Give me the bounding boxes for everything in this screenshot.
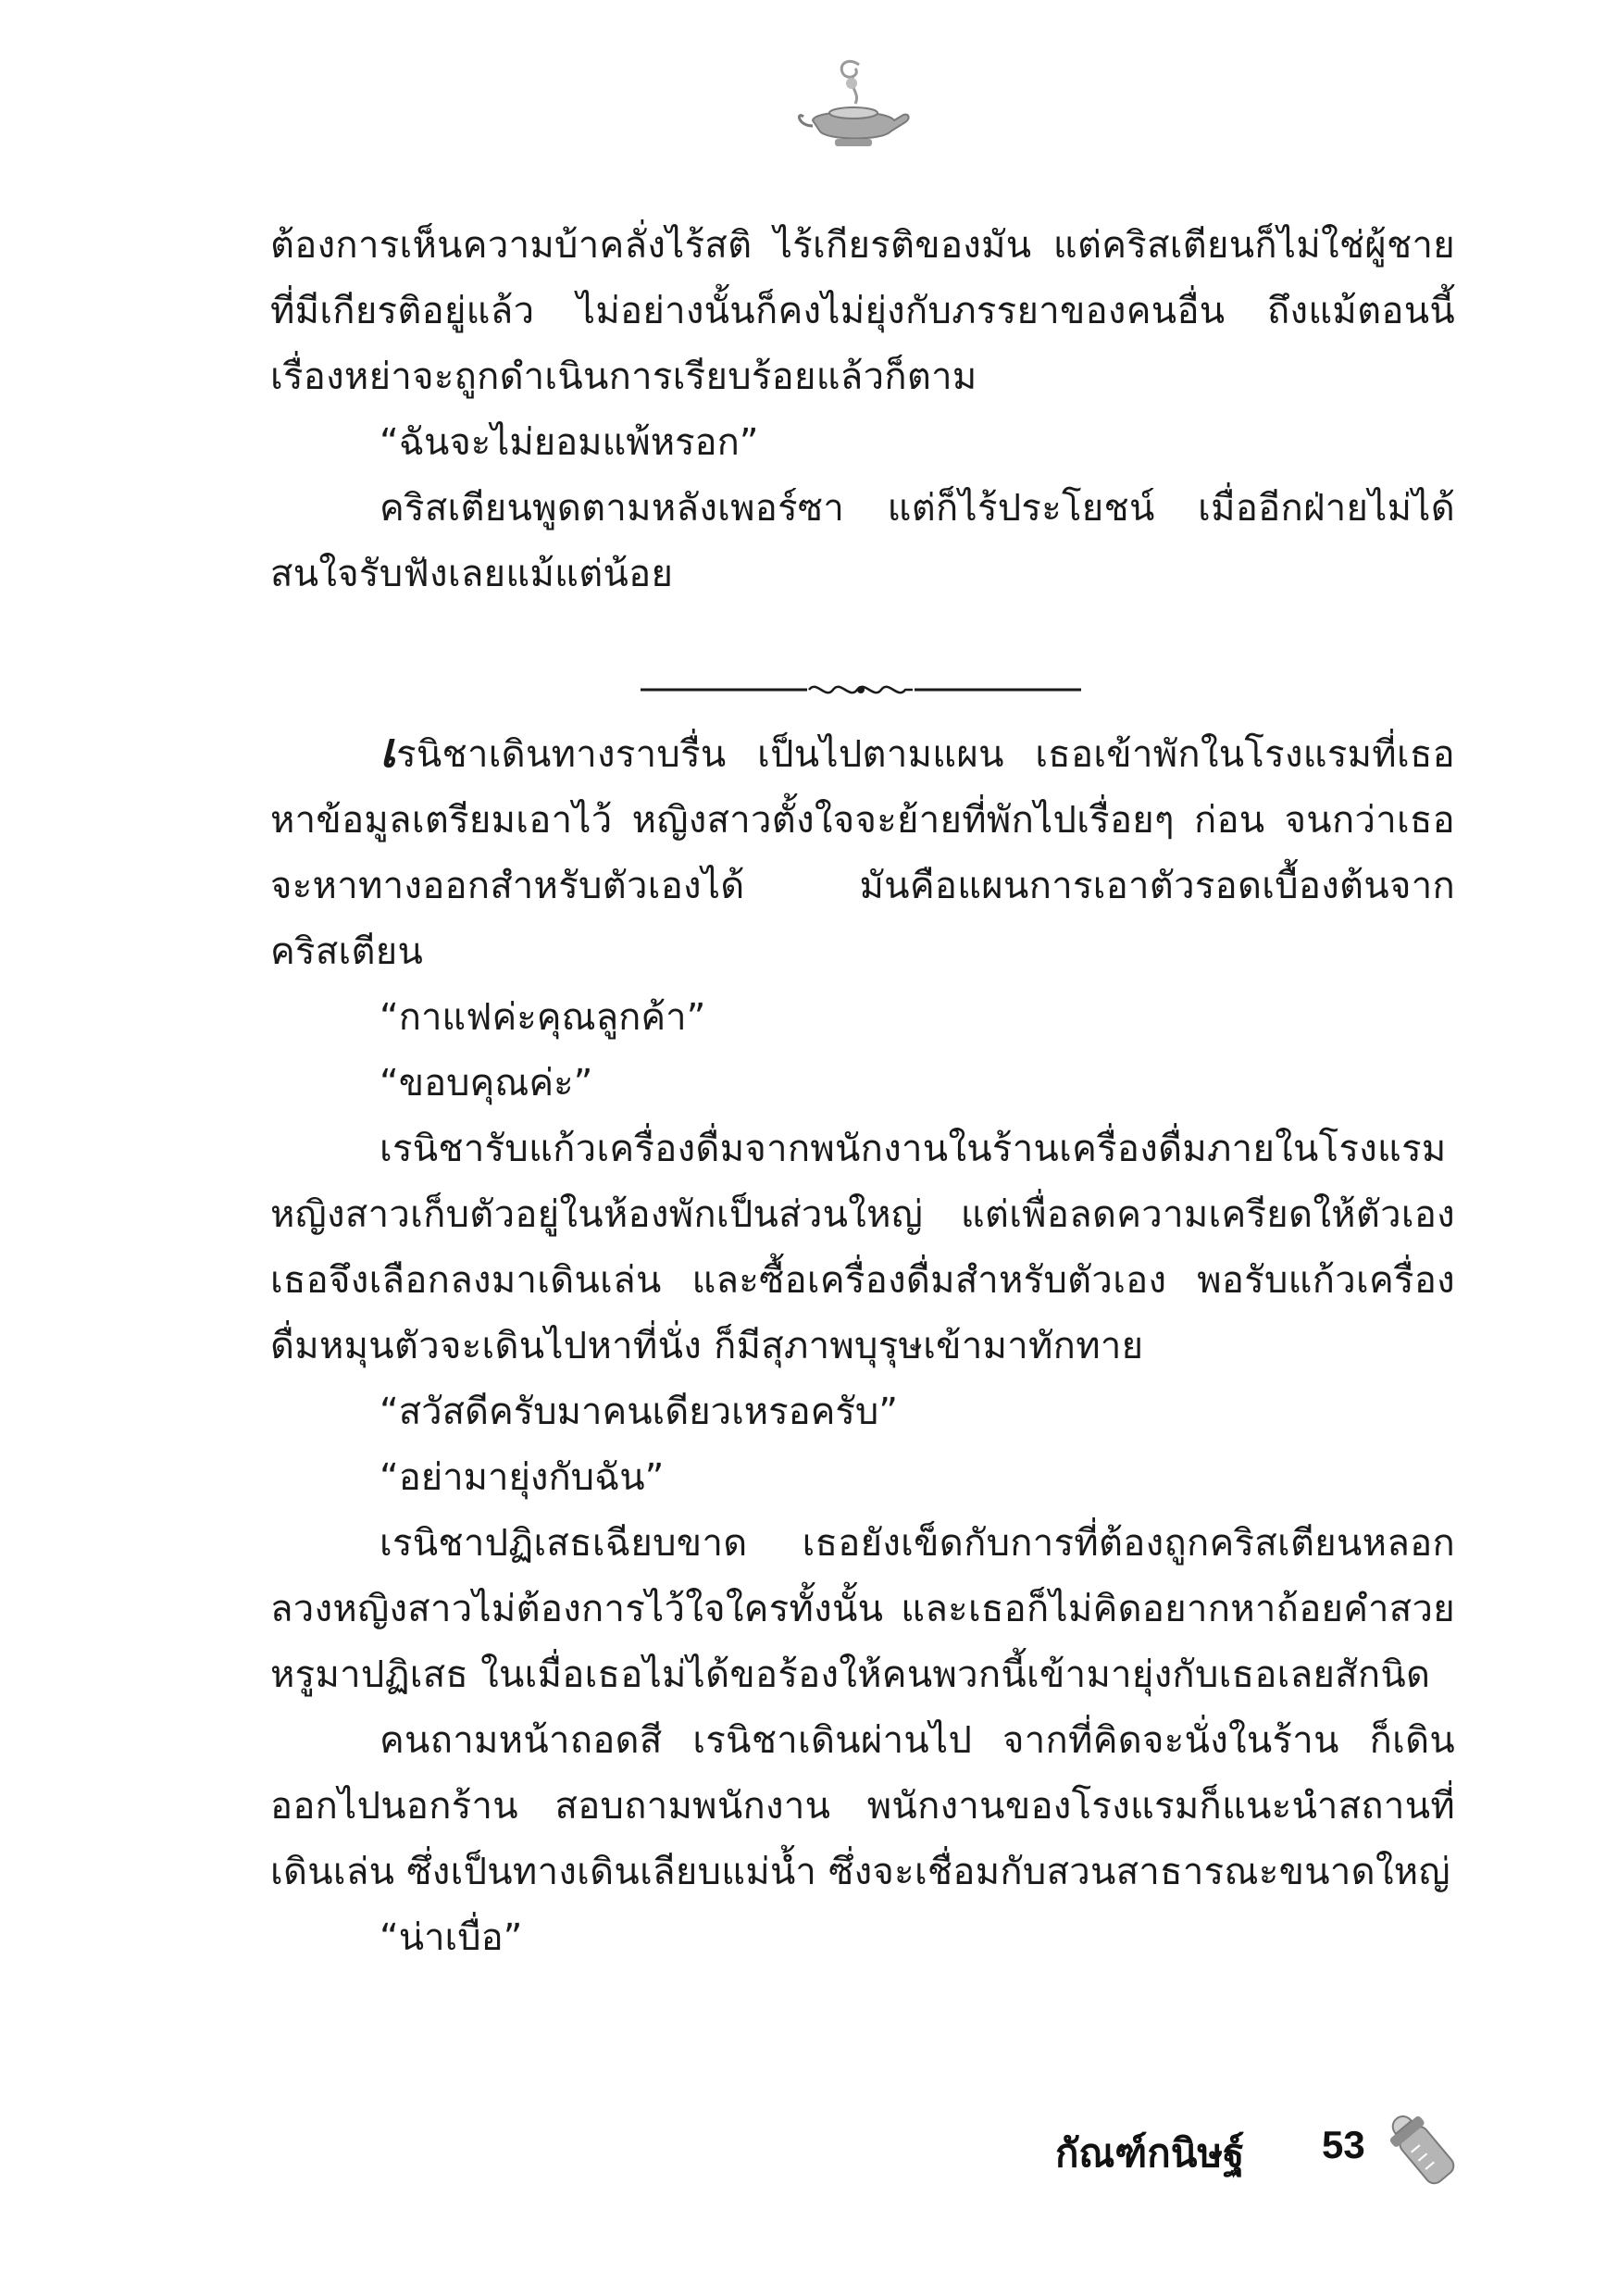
paragraph (270, 718, 1455, 985)
drop-cap: เ (380, 722, 397, 779)
dialogue-line: “กาแฟค่ะคุณลูกค้า” (380, 996, 706, 1039)
paragraph: เรนิชารับแก้วเครื่องดื่มจากพนักงานในร้านเครื่องดื่มภายในโรงแรมหญิงสาวเก็บตัวอยู่ในห้องพักเป็นส่วนใหญ่ แต่เพื่อลดความเครียดให้ตัวเองเธอจึงเลือกลงมาเดินเล่น และซื้อเครื่องดื่มสำหรับตัวเอง พอรับแก้วเครื่องดื่มหมุนตัวจะเดินไปหาที่นั่ง ก็มีสุภาพบุรุษเข้ามาทักทาย (270, 1128, 1455, 1367)
author-name: กัณฑ์กนิษฐ์ (1055, 2130, 1245, 2176)
baby-bottle-icon (1370, 2097, 1472, 2199)
genie-lamp-icon (794, 56, 915, 157)
page-number: 53 (1322, 2123, 1365, 2166)
dialogue-line: “อย่ามายุ่งกับฉัน” (380, 1456, 665, 1499)
page-footer (1055, 2106, 1481, 2190)
section-one (270, 213, 1455, 607)
paragraph-text: รนิชาเดินทางราบรื่น เป็นไปตามแผน เธอเข้าพักในโรงแรมที่เธอหาข้อมูลเตรียมเอาไว้ หญิงสาวตั้งใจจะย้ายที่พักไปเรื่อยๆ ก่อน จนกว่าเธอจะหาทางออกสำหรับตัวเองได้ มันคือแผนการเอาตัวรอดเบื้องต้นจากคริสเตียน (270, 733, 1455, 973)
paragraph: คนถามหน้าถอดสี เรนิชาเดินผ่านไป จากที่คิดจะนั่งในร้าน ก็เดินออกไปนอกร้าน สอบถามพนักงาน พนักงานของโรงแรมก็แนะนำสถานที่เดินเล่น ซึ่งเป็นทางเดินเลียบแม่น้ำ ซึ่งจะเชื่อมกับสวนสาธารณะขนาดใหญ่ (270, 1719, 1455, 1893)
paragraph: คริสเตียนพูดตามหลังเพอร์ซา แต่ก็ไร้ประโยชน์ เมื่ออีกฝ่ายไม่ได้สนใจรับฟังเลยแม้แต่น้อย (270, 487, 1455, 595)
dialogue-line: “น่าเบื่อ” (380, 1916, 523, 1959)
dialogue-line: “สวัสดีครับมาคนเดียวเหรอครับ” (380, 1391, 898, 1433)
dialogue-line: “ฉันจะไม่ยอมแพ้หรอก” (380, 421, 759, 464)
section-two (270, 718, 1455, 1971)
ornamental-divider (641, 676, 1081, 704)
dialogue-line: “ขอบคุณค่ะ” (380, 1062, 593, 1104)
paragraph: ต้องการเห็นความบ้าคลั่งไร้สติ ไร้เกียรติของมัน แต่คริสเตียนก็ไม่ใช่ผู้ชายที่มีเกียรติอยู่แล้ว ไม่อย่างนั้นก็คงไม่ยุ่งกับภรรยาของคนอื่น ถึงแม้ตอนนี้เรื่องหย่าจะถูกดำเนินการเรียบร้อยแล้วก็ตาม (270, 224, 1455, 398)
paragraph: เรนิชาปฏิเสธเฉียบขาด เธอยังเข็ดกับการที่ต้องถูกคริสเตียนหลอกลวงหญิงสาวไม่ต้องการไว้ใจใครทั้งนั้น และเธอก็ไม่คิดอยากหาถ้อยคำสวยหรูมาปฏิเสธ ในเมื่อเธอไม่ได้ขอร้องให้คนพวกนี้เข้ามายุ่งกับเธอเลยสักนิด (270, 1522, 1455, 1696)
